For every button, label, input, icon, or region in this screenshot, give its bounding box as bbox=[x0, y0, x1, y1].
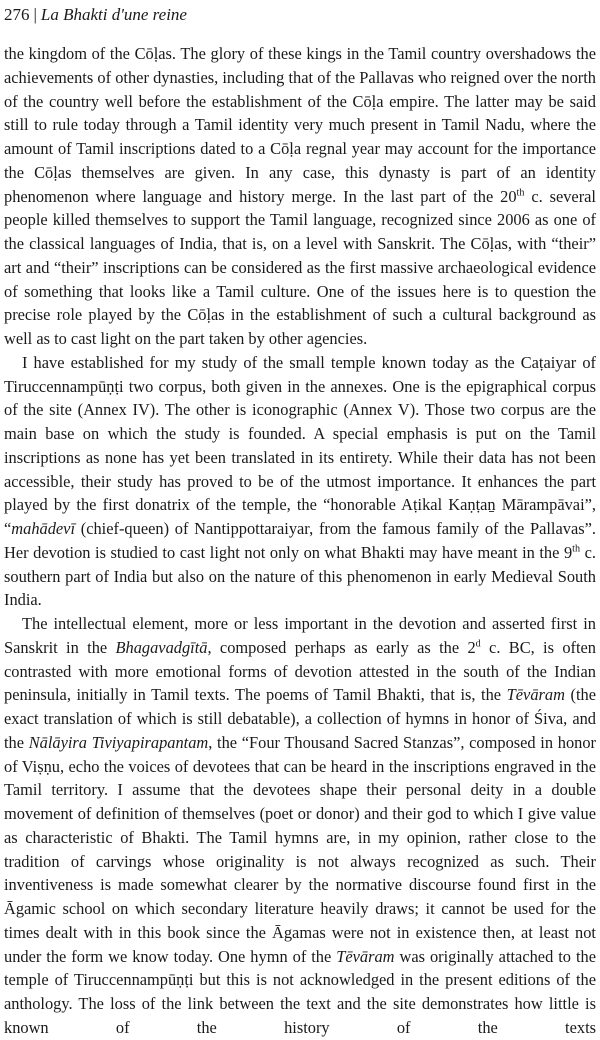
text-run: c. several people killed themselves to support the Tamil language, recognized since 2006 as one of the classical languages of India, that is, on a level with Sanskrit. The Cōḷas, with “their” art and “their” inscriptions can be considered as the first massive archaeological evidence of something that looks like a Tamil culture. One of the issues here is to question the precise role played by the Cōḷas in the establishment of such a cultural background as well as to cast light on the part taken by other agencies. bbox=[4, 186, 596, 348]
running-head bbox=[4, 4, 596, 26]
paragraph bbox=[4, 351, 596, 612]
body-text bbox=[4, 42, 596, 1040]
page-number: 276 bbox=[4, 5, 30, 24]
text-run: (the exact translation of which is still debatable), a collection of hymns in honor of Śiva, and the bbox=[4, 685, 596, 752]
superscript: th bbox=[572, 543, 581, 555]
paragraph bbox=[4, 612, 596, 1040]
italic-term: Tēvāram bbox=[336, 946, 395, 966]
header-separator: | bbox=[33, 5, 37, 24]
text-run: , the “Four Thousand Sacred Stanzas”, composed in honor of Viṣṇu, echo the voices of devotees that can be heard in the inscriptions engraved in the Tamil territory. I assume that the devotees shape their personal deity in a double movement of definition of themselves (poet or donor) and their god to which I give value as characteristic of Bhakti. The Tamil hymns are, in my opinion, rather close to the tradition of carvings whose originality is not always recognized as such. Their inventiveness is made somewhat clearer by the normative discourse found first in the Āgamic school on which secondary literature heavily draws; it cannot be used for the times dealt with in this book since the Āgamas were not in existence then, at least not under the form we know today. One hymn of the bbox=[4, 732, 596, 966]
text-run: was originally attached to the temple of Tiruccennampūṇṭi but this is not acknowledged in the present editions of the anthology. The loss of the link between the text and the site demonstrates how little is known of the history of the texts bbox=[4, 946, 596, 1037]
text-run: c. southern part of India but also on the nature of this phenomenon in early Medieval South India. bbox=[4, 542, 596, 610]
text-run: I have established for my study of the small temple known today as the Caṭaiyar of Tiruccennampūṇṭi two corpus, both given in the annexes. One is the epigraphical corpus of the site (Annex IV). The other is iconographic (Annex V). Those two corpus are the main base on which the study is founded. A special emphasis is put on the Tamil inscriptions as none has yet been translated in its entirety. While their data has not been accessible, their study has proved to be of the utmost importance. It enhances the part played by the first donatrix of the temple, the “honorable Aṭikal Kaṇṭaṉ Mārampāvai”, “ bbox=[4, 352, 596, 538]
italic-term: Tēvāram bbox=[506, 685, 565, 705]
text-run: the kingdom of the Cōḷas. The glory of these kings in the Tamil country overshadows the achievements of other dynasties, including that of the Pallavas who reigned over the north of the country well before the establishment of the Cōḷa empire. The latter may be said still to rule today through a Tamil identity very much present in Tamil Nadu, where the amount of Tamil inscriptions dated to a Cōḷa regnal year may account for the importance the Cōḷas themselves are given. In any case, this dynasty is part of an identity phenomenon where language and history merge. In the last part of the 20 bbox=[4, 44, 596, 206]
text-run: c. BC, is often contrasted with more emotional forms of devotion attested in the south of the Indian peninsula, initially in Tamil texts. The poems of Tamil Bhakti, that is, the bbox=[4, 637, 597, 705]
italic-term: Bhagavadgītā bbox=[115, 637, 208, 657]
text-run: The intellectual element, more or less important in the devotion and asserted first in Sanskrit in the bbox=[4, 614, 596, 657]
running-title: La Bhakti d'une reine bbox=[40, 5, 187, 24]
superscript: d bbox=[475, 638, 481, 650]
text-run: , composed perhaps as early as the 2 bbox=[207, 637, 476, 657]
italic-term: Nālāyira Tiviyapirapantam bbox=[28, 732, 209, 752]
italic-term: mahādevī bbox=[11, 519, 76, 538]
text-run: (chief-queen) of Nantippottaraiyar, from the famous family of the Pallavas”. Her devotion is studied to cast light not only on what Bhakti may have meant in the 9 bbox=[4, 519, 596, 562]
paragraph bbox=[4, 42, 596, 351]
superscript: th bbox=[516, 187, 525, 199]
